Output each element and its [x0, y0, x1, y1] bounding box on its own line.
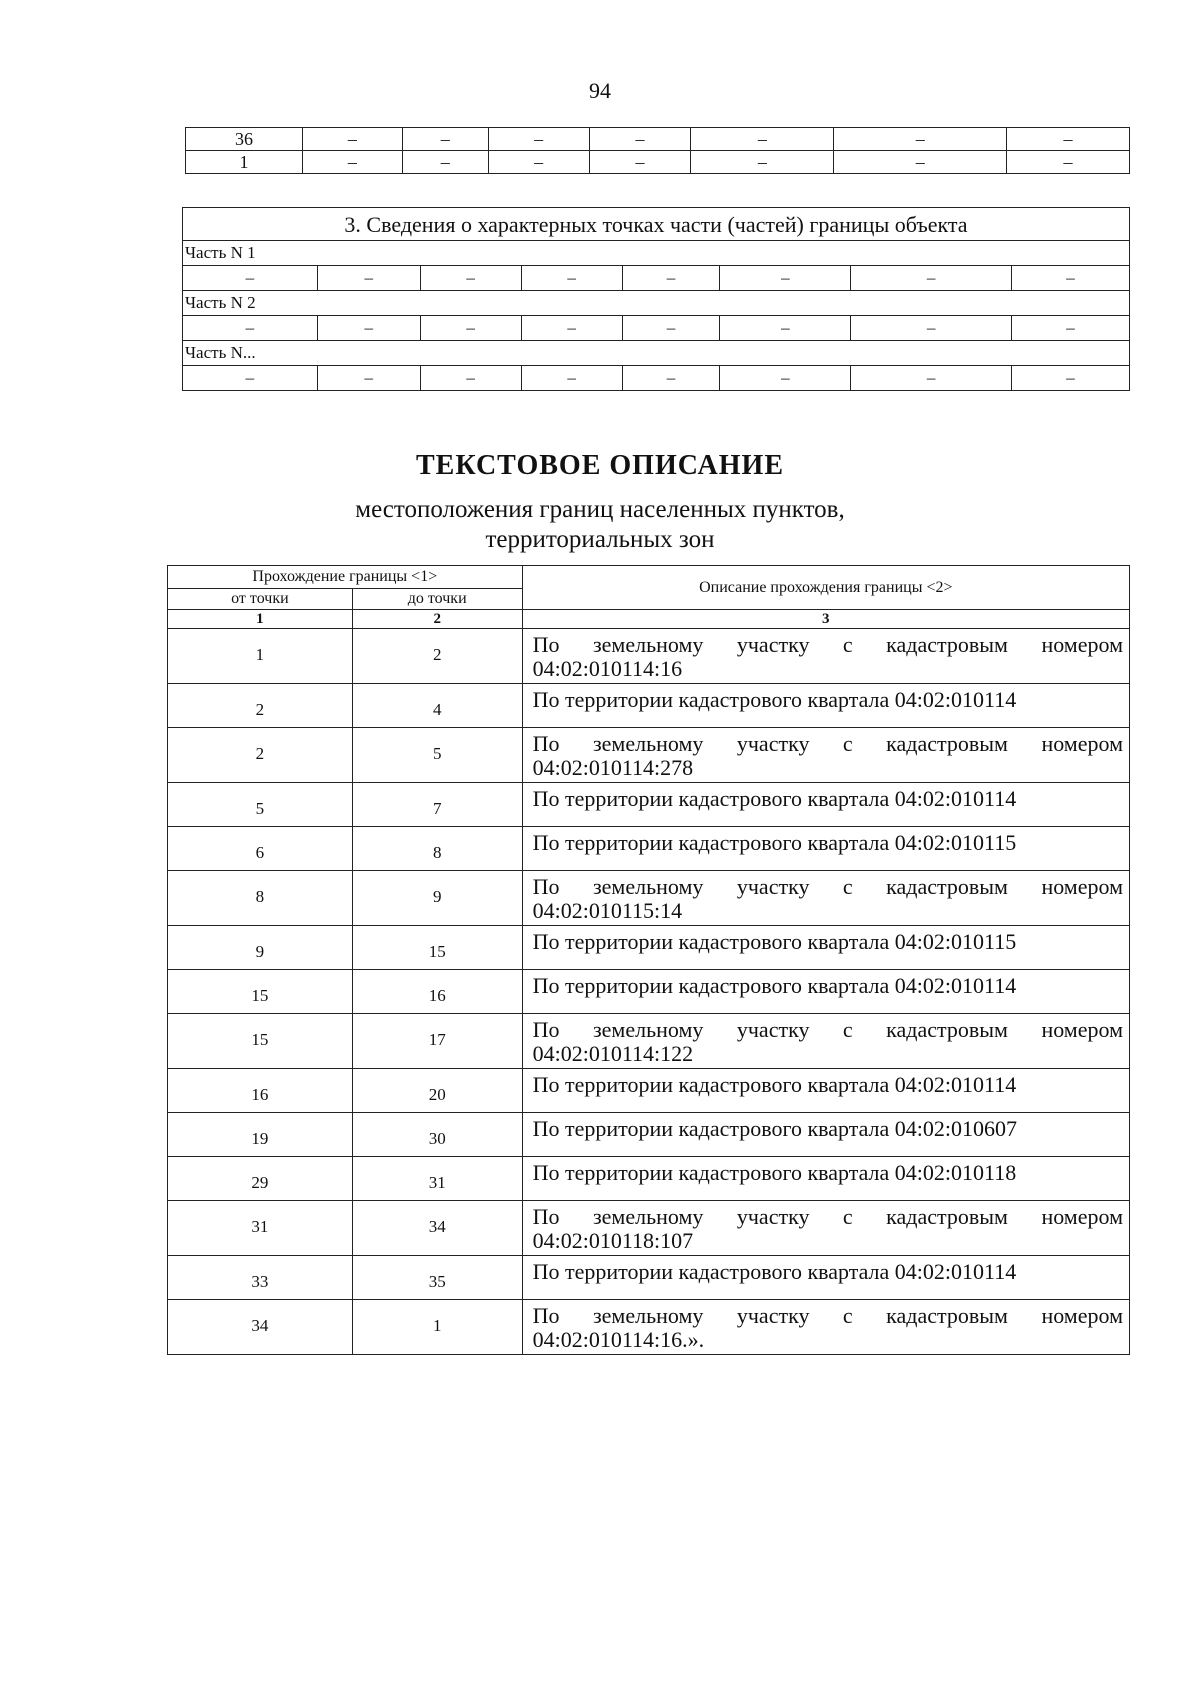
empty-value-cell: – [851, 366, 1012, 391]
empty-value-cell: – [720, 316, 851, 341]
table-row [168, 684, 1130, 728]
table-row [168, 1157, 1130, 1201]
empty-value-cell: – [1007, 151, 1130, 174]
part-label-row [183, 341, 1130, 366]
empty-value-cell: – [317, 266, 420, 291]
empty-value-cell: – [302, 151, 402, 174]
part-label-row [183, 241, 1130, 266]
from-point: 16 [168, 1069, 353, 1113]
from-point: 8 [168, 871, 353, 926]
empty-value-cell: – [1012, 366, 1130, 391]
table-row [183, 266, 1130, 291]
empty-value-cell: – [720, 366, 851, 391]
empty-value-cell: – [317, 316, 420, 341]
empty-value-cell: – [488, 151, 589, 174]
to-point: 8 [352, 827, 522, 871]
table-row [168, 1113, 1130, 1157]
header-from-point: от точки [168, 589, 353, 610]
column-number-3: 3 [522, 610, 1129, 629]
to-point: 17 [352, 1014, 522, 1069]
empty-value-cell: – [183, 266, 318, 291]
header-passage: Прохождение границы <1> [168, 566, 523, 589]
empty-value-cell: – [622, 366, 720, 391]
part-label: Часть N 1 [183, 241, 1130, 266]
boundary-description: По территории кадастрового квартала 04:02:010115 [522, 926, 1129, 970]
point-number: 36 [186, 128, 303, 151]
empty-value-cell: – [521, 316, 622, 341]
to-point: 30 [352, 1113, 522, 1157]
empty-value-cell: – [317, 366, 420, 391]
from-point: 19 [168, 1113, 353, 1157]
page-number: 94 [589, 78, 611, 103]
boundary-description: По территории кадастрового квартала 04:02:010118 [522, 1157, 1129, 1201]
boundary-description: По земельному участку с кадастровым номером 04:02:010114:278 [522, 728, 1129, 783]
from-point: 9 [168, 926, 353, 970]
empty-value-cell: – [589, 151, 691, 174]
boundary-description: По земельному участку с кадастровым номером 04:02:010115:14 [522, 871, 1129, 926]
table-row [186, 128, 1130, 151]
empty-value-cell: – [834, 128, 1007, 151]
header-to-point: до точки [352, 589, 522, 610]
empty-value-cell: – [720, 266, 851, 291]
empty-value-cell: – [1012, 316, 1130, 341]
boundary-description: По территории кадастрового квартала 04:02:010607 [522, 1113, 1129, 1157]
table-row [168, 1069, 1130, 1113]
empty-value-cell: – [622, 266, 720, 291]
boundary-description-table [167, 565, 1130, 1355]
empty-value-cell: – [851, 316, 1012, 341]
table-row [168, 970, 1130, 1014]
empty-value-cell: – [622, 316, 720, 341]
to-point: 2 [352, 629, 522, 684]
empty-value-cell: – [521, 266, 622, 291]
empty-value-cell: – [183, 366, 318, 391]
to-point: 15 [352, 926, 522, 970]
boundary-description: По земельному участку с кадастровым номером 04:02:010118:107 [522, 1201, 1129, 1256]
table-row [168, 1201, 1130, 1256]
empty-value-cell: – [183, 316, 318, 341]
table-row [168, 871, 1130, 926]
to-point: 16 [352, 970, 522, 1014]
coordinates-continuation-table [185, 127, 1130, 174]
from-point: 1 [168, 629, 353, 684]
boundary-description: По территории кадастрового квартала 04:02:010114 [522, 684, 1129, 728]
point-number: 1 [186, 151, 303, 174]
table-row [168, 629, 1130, 684]
empty-value-cell: – [691, 128, 834, 151]
empty-value-cell: – [834, 151, 1007, 174]
boundary-description: По территории кадастрового квартала 04:02:010115 [522, 827, 1129, 871]
empty-value-cell: – [402, 151, 488, 174]
table-row [168, 926, 1130, 970]
empty-value-cell: – [420, 266, 521, 291]
from-point: 15 [168, 970, 353, 1014]
to-point: 31 [352, 1157, 522, 1201]
boundary-description: По территории кадастрового квартала 04:02:010114 [522, 970, 1129, 1014]
from-point: 15 [168, 1014, 353, 1069]
from-point: 31 [168, 1201, 353, 1256]
from-point: 6 [168, 827, 353, 871]
to-point: 35 [352, 1256, 522, 1300]
part-label-row [183, 291, 1130, 316]
header-description: Описание прохождения границы <2> [522, 566, 1129, 610]
to-point: 7 [352, 783, 522, 827]
table-row [186, 151, 1130, 174]
to-point: 9 [352, 871, 522, 926]
document-subtitle-line2: территориальных зон [485, 526, 715, 553]
table-row [183, 366, 1130, 391]
empty-value-cell: – [691, 151, 834, 174]
empty-value-cell: – [1012, 266, 1130, 291]
table-row [183, 316, 1130, 341]
to-point: 1 [352, 1300, 522, 1355]
empty-value-cell: – [402, 128, 488, 151]
to-point: 4 [352, 684, 522, 728]
table-row [168, 783, 1130, 827]
boundary-description: По земельному участку с кадастровым номером 04:02:010114:16 [522, 629, 1129, 684]
table-row [168, 1300, 1130, 1355]
boundary-description: По земельному участку с кадастровым номером 04:02:010114:16.». [522, 1300, 1129, 1355]
table-row [168, 1256, 1130, 1300]
part-label: Часть N 2 [183, 291, 1130, 316]
table-row [168, 827, 1130, 871]
empty-value-cell: – [589, 128, 691, 151]
empty-value-cell: – [302, 128, 402, 151]
document-subtitle-line1: местоположения границ населенных пунктов, [355, 496, 845, 523]
to-point: 5 [352, 728, 522, 783]
empty-value-cell: – [1007, 128, 1130, 151]
document-title: ТЕКСТОВОЕ ОПИСАНИЕ [415, 450, 784, 481]
empty-value-cell: – [420, 366, 521, 391]
empty-value-cell: – [521, 366, 622, 391]
empty-value-cell: – [420, 316, 521, 341]
column-number-2: 2 [352, 610, 522, 629]
from-point: 2 [168, 684, 353, 728]
boundary-description: По территории кадастрового квартала 04:02:010114 [522, 783, 1129, 827]
section3-table [182, 207, 1130, 391]
from-point: 5 [168, 783, 353, 827]
column-number-1: 1 [168, 610, 353, 629]
boundary-description: По земельному участку с кадастровым номером 04:02:010114:122 [522, 1014, 1129, 1069]
boundary-description: По территории кадастрового квартала 04:02:010114 [522, 1069, 1129, 1113]
table-row [168, 1014, 1130, 1069]
empty-value-cell: – [488, 128, 589, 151]
table-row [168, 728, 1130, 783]
to-point: 34 [352, 1201, 522, 1256]
from-point: 34 [168, 1300, 353, 1355]
boundary-description: По территории кадастрового квартала 04:02:010114 [522, 1256, 1129, 1300]
from-point: 2 [168, 728, 353, 783]
section3-title: 3. Сведения о характерных точках части (частей) границы объекта [183, 208, 1130, 241]
from-point: 29 [168, 1157, 353, 1201]
from-point: 33 [168, 1256, 353, 1300]
to-point: 20 [352, 1069, 522, 1113]
empty-value-cell: – [851, 266, 1012, 291]
part-label: Часть N... [183, 341, 1130, 366]
